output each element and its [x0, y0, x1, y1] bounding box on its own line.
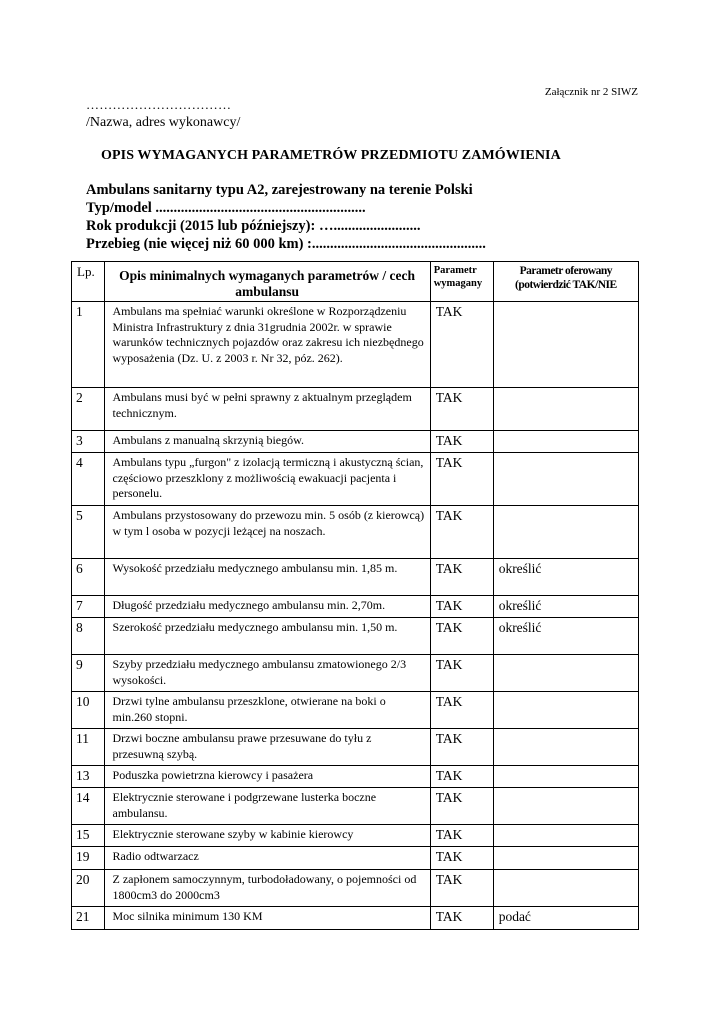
header-required: Parametr wymagany — [430, 262, 493, 302]
row-lp-cell: 14 — [72, 788, 105, 825]
row-description-cell: Drzwi boczne ambulansu prawe przesuwane do tyłu z przesuwną szybą. — [104, 729, 430, 766]
row-offered-cell — [493, 729, 638, 766]
row-required-cell: TAK — [430, 431, 493, 453]
table-row — [72, 506, 639, 559]
row-required-cell: TAK — [430, 729, 493, 766]
row-description-cell: Elektrycznie sterowane szyby w kabinie kierowcy — [104, 825, 430, 847]
row-description-cell: Drzwi tylne ambulansu przeszklone, otwierane na boki o min.260 stopni. — [104, 692, 430, 729]
row-description-cell: Wysokość przedziału medycznego ambulansu min. 1,85 m. — [104, 559, 430, 596]
row-required-cell: TAK — [430, 453, 493, 506]
row-offered-cell — [493, 847, 638, 870]
row-lp-cell: 6 — [72, 559, 105, 596]
row-lp-cell: 1 — [72, 302, 105, 388]
row-offered-cell — [493, 655, 638, 692]
row-description-cell: Ambulans musi być w pełni sprawny z aktualnym przeglądem technicznym. — [104, 388, 430, 431]
row-required-cell: TAK — [430, 766, 493, 788]
row-offered-cell: określić — [493, 596, 638, 618]
table-row — [72, 870, 639, 907]
header-description: Opis minimalnych wymaganych parametrów / cech ambulansu — [104, 262, 430, 302]
row-offered-cell: określić — [493, 618, 638, 655]
row-description-cell: Ambulans ma spełniać warunki określone w Rozporządzeniu Ministra Infrastruktury z dnia 31grudnia 2002r. w sprawie warunków technicznych pojazdów oraz zakresu ich niezbędnego wyposażenia (Dz. U. z 2003 r. Nr 32, póz. 262). — [104, 302, 430, 388]
row-lp-cell: 7 — [72, 596, 105, 618]
row-offered-cell — [493, 302, 638, 388]
row-offered-cell — [493, 870, 638, 907]
table-header-row — [72, 262, 639, 302]
info-line-model: Typ/model .......................................................... — [86, 200, 366, 216]
row-offered-cell — [493, 692, 638, 729]
row-offered-cell — [493, 388, 638, 431]
table-row — [72, 825, 639, 847]
table-row — [72, 788, 639, 825]
table-row — [72, 618, 639, 655]
row-description-cell: Moc silnika minimum 130 KM — [104, 907, 430, 930]
parameters-table — [71, 261, 639, 930]
table-row — [72, 431, 639, 453]
row-offered-cell — [493, 453, 638, 506]
annex-label: Załącznik nr 2 SIWZ — [544, 86, 638, 98]
row-offered-cell — [493, 506, 638, 559]
table-row — [72, 388, 639, 431]
row-lp-cell: 15 — [72, 825, 105, 847]
row-lp-cell: 10 — [72, 692, 105, 729]
row-required-cell: TAK — [430, 788, 493, 825]
row-required-cell: TAK — [430, 618, 493, 655]
table-row — [72, 847, 639, 870]
info-line-mileage: Przebieg (nie więcej niż 60 000 km) :................................................ — [86, 236, 486, 252]
header-offered: Parametr oferowany (potwierdzić TAK/NIE — [493, 262, 638, 302]
table-row — [72, 302, 639, 388]
row-offered-cell: określić — [493, 559, 638, 596]
table-row — [72, 655, 639, 692]
vehicle-info — [86, 181, 486, 253]
row-lp-cell: 21 — [72, 907, 105, 930]
row-lp-cell: 11 — [72, 729, 105, 766]
contractor-label: /Nazwa, adres wykonawcy/ — [86, 115, 241, 130]
row-required-cell: TAK — [430, 907, 493, 930]
row-required-cell: TAK — [430, 596, 493, 618]
table-row — [72, 692, 639, 729]
row-lp-cell: 9 — [72, 655, 105, 692]
row-required-cell: TAK — [430, 302, 493, 388]
row-description-cell: Poduszka powietrzna kierowcy i pasażera — [104, 766, 430, 788]
row-required-cell: TAK — [430, 847, 493, 870]
table-row — [72, 907, 639, 930]
contractor-dots: …………………………… — [86, 97, 232, 112]
row-description-cell: Szerokość przedziału medycznego ambulansu min. 1,50 m. — [104, 618, 430, 655]
row-description-cell: Ambulans z manualną skrzynią biegów. — [104, 431, 430, 453]
row-lp-cell: 13 — [72, 766, 105, 788]
row-lp-cell: 4 — [72, 453, 105, 506]
document-title: OPIS WYMAGANYCH PARAMETRÓW PRZEDMIOTU ZAMÓWIENIA — [101, 148, 561, 163]
table-row — [72, 596, 639, 618]
row-offered-cell — [493, 431, 638, 453]
table-row — [72, 729, 639, 766]
row-lp-cell: 20 — [72, 870, 105, 907]
row-offered-cell — [493, 788, 638, 825]
row-required-cell: TAK — [430, 506, 493, 559]
row-offered-cell: podać — [493, 907, 638, 930]
row-required-cell: TAK — [430, 692, 493, 729]
table-row — [72, 453, 639, 506]
row-offered-cell — [493, 825, 638, 847]
table-row — [72, 766, 639, 788]
row-description-cell: Długość przedziału medycznego ambulansu min. 2,70m. — [104, 596, 430, 618]
row-lp-cell: 5 — [72, 506, 105, 559]
row-description-cell: Ambulans typu „furgon" z izolacją termiczną i akustyczną ścian, częściowo przeszklony z możliwością ewakuacji pacjenta i personelu. — [104, 453, 430, 506]
row-description-cell: Radio odtwarzacz — [104, 847, 430, 870]
header-lp: Lp. — [72, 262, 105, 302]
row-required-cell: TAK — [430, 655, 493, 692]
row-lp-cell: 2 — [72, 388, 105, 431]
row-offered-cell — [493, 766, 638, 788]
row-lp-cell: 8 — [72, 618, 105, 655]
info-line-type: Ambulans sanitarny typu A2, zarejestrowany na terenie Polski — [86, 182, 473, 198]
row-lp-cell: 3 — [72, 431, 105, 453]
row-description-cell: Szyby przedziału medycznego ambulansu zmatowionego 2/3 wysokości. — [104, 655, 430, 692]
row-required-cell: TAK — [430, 870, 493, 907]
row-description-cell: Elektrycznie sterowane i podgrzewane lusterka boczne ambulansu. — [104, 788, 430, 825]
row-required-cell: TAK — [430, 559, 493, 596]
row-required-cell: TAK — [430, 825, 493, 847]
table-row — [72, 559, 639, 596]
row-description-cell: Z zapłonem samoczynnym, turbodoładowany, o pojemności od 1800cm3 do 2000cm3 — [104, 870, 430, 907]
row-required-cell: TAK — [430, 388, 493, 431]
info-line-year: Rok produkcji (2015 lub późniejszy): …........................ — [86, 218, 421, 234]
row-description-cell: Ambulans przystosowany do przewozu min. 5 osób (z kierowcą) w tym l osoba w pozycji leżącej na noszach. — [104, 506, 430, 559]
row-lp-cell: 19 — [72, 847, 105, 870]
